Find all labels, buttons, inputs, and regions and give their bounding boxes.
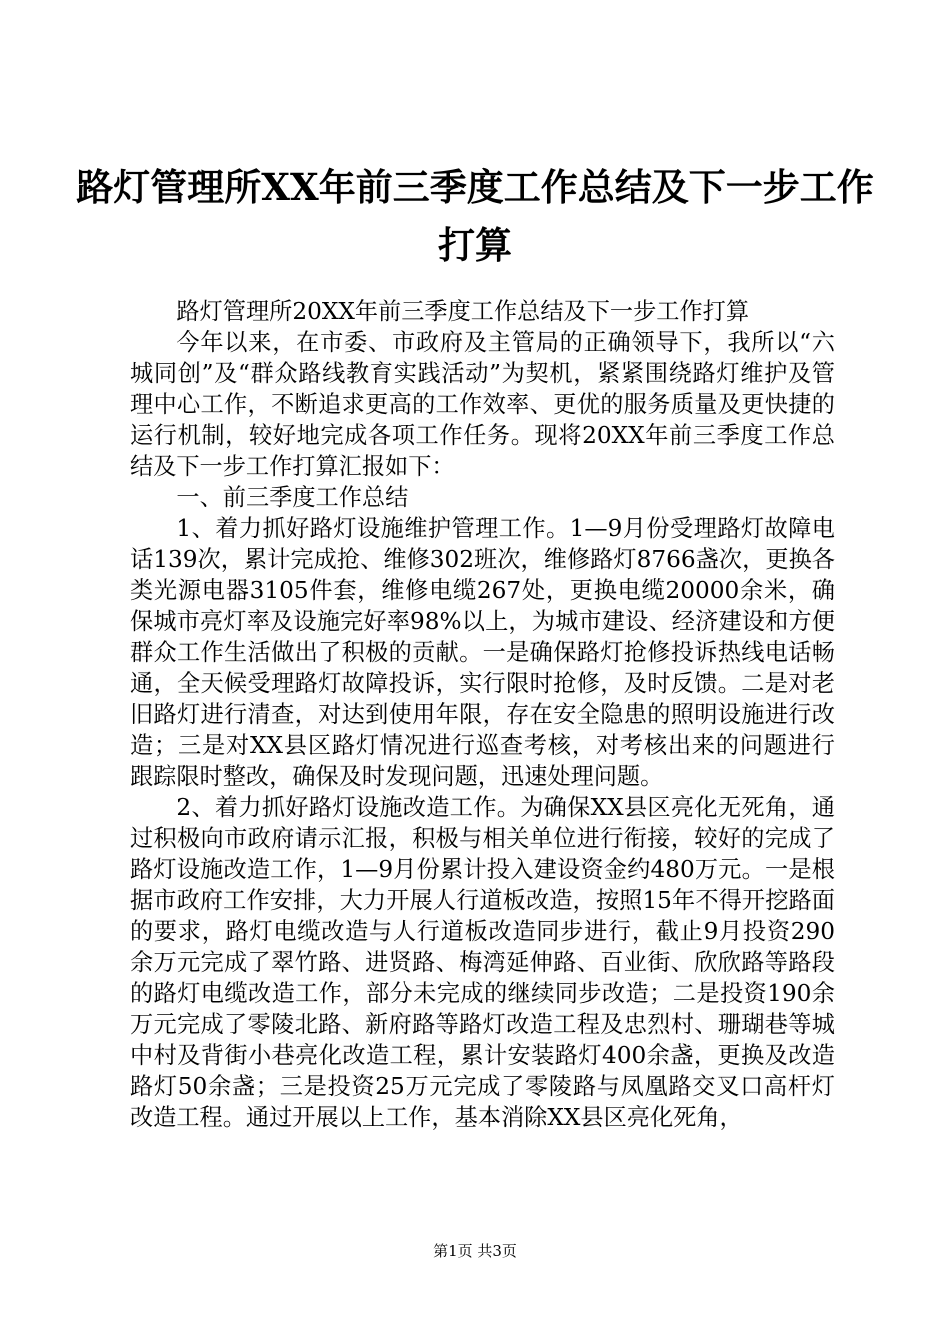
body-paragraph-maintenance: 1、着力抓好路灯设施维护管理工作。1—9月份受理路灯故障电话139次，累计完成抢、维修302班次，维修路灯8766盏次，更换各类光源电器3105件套，维修电缆267处，更换电缆20000余米，确保城市亮灯率及设施完好率98%以上，为城市建设、经济建设和方便群众工作生活做出了积极的贡献。一是确保路灯抢修投诉热线电话畅通，全天候受理路灯故障投诉，实行限时抢修，及时反馈。二是对老旧路灯进行清查，对达到使用年限，存在安全隐患的照明设施进行改造；三是对XX县区路灯情况进行巡查考核，对考核出来的问题进行跟踪限时整改，确保及时发现问题，迅速处理问题。 bbox=[130, 515, 835, 790]
intro-paragraph: 今年以来，在市委、市政府及主管局的正确领导下，我所以“六城同创”及“群众路线教育实践活动”为契机，紧紧围绕路灯维护及管理中心工作，不断追求更高的工作效率、更优的服务质量及更快捷的运行机制，较好地完成各项工作任务。现将20XX年前三季度工作总结及下一步工作打算汇报如下： bbox=[130, 329, 835, 480]
subtitle-paragraph: 路灯管理所20XX年前三季度工作总结及下一步工作打算 bbox=[176, 298, 750, 325]
document-title: 路灯管理所XX年前三季度工作总结及下一步工作打算 bbox=[76, 165, 874, 267]
page-footer: 第1页 共3页 bbox=[433, 1242, 517, 1260]
section-heading: 一、前三季度工作总结 bbox=[176, 484, 409, 511]
document-body bbox=[130, 296, 835, 1133]
body-paragraph-renovation: 2、着力抓好路灯设施改造工作。为确保XX县区亮化无死角，通过积极向市政府请示汇报，积极与相关单位进行衔接，较好的完成了路灯设施改造工作，1—9月份累计投入建设资金约480万元。一是根据市政府工作安排，大力开展人行道板改造，按照15年不得开挖路面的要求，路灯电缆改造与人行道板改造同步进行，截止9月投资290余万元完成了翠竹路、进贤路、梅湾延伸路、百业街、欣欣路等路段的路灯电缆改造工作，部分未完成的继续同步改造；二是投资190余万元完成了零陵北路、新府路等路灯改造工程及忠烈村、珊瑚巷等城中村及背街小巷亮化改造工程，累计安装路灯400余盏，更换及改造路灯50余盏；三是投资25万元完成了零陵路与凤凰路交叉口高杆灯改造工程。通过开展以上工作，基本消除XX县区亮化死角， bbox=[130, 794, 835, 1131]
